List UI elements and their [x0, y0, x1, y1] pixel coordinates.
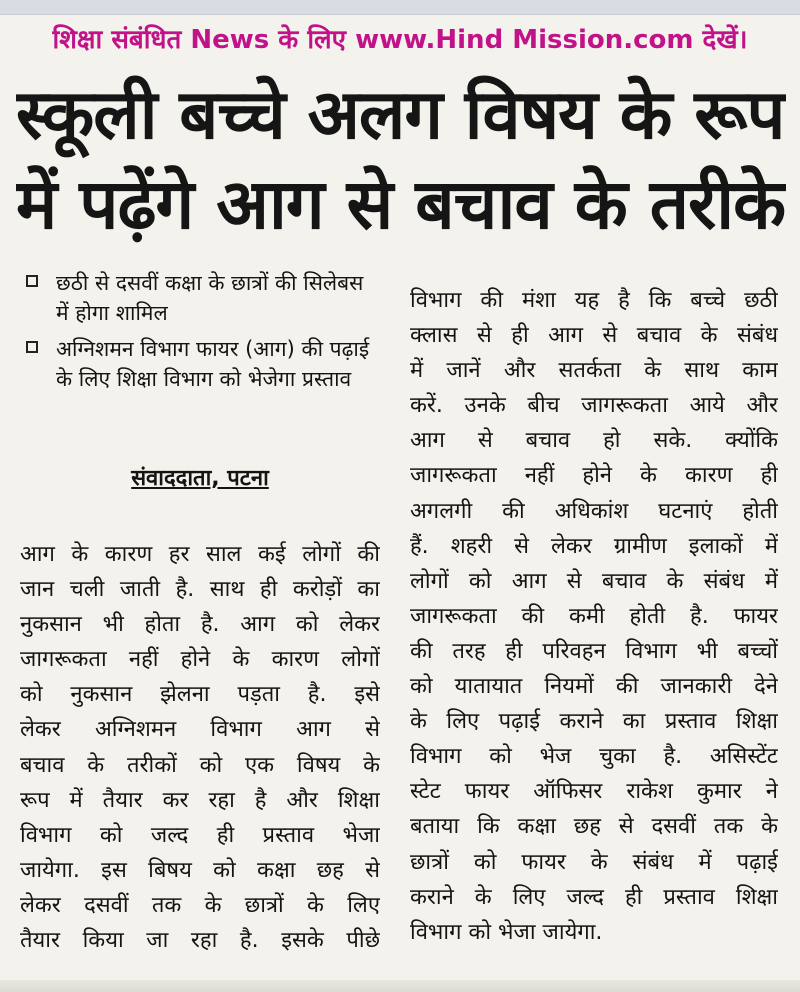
- article-line: को नुकसान झेलना पड़ता है. इसे: [20, 682, 380, 708]
- square-bullet-icon: [26, 275, 38, 287]
- article-column-left: [20, 537, 380, 958]
- article-line: नुकसान भी होता है. आग को लेकर: [20, 612, 380, 638]
- article-line: जान चली जाती है. साथ ही करोड़ों का: [20, 577, 380, 603]
- article-line: के लिए पढ़ाई कराने का प्रस्ताव शिक्षा: [410, 709, 778, 735]
- article-line: छात्रों को फायर के संबंध में पढ़ाई: [410, 849, 778, 875]
- highlight-bullets: [20, 268, 380, 400]
- square-bullet-icon: [26, 341, 38, 353]
- article-line: लेकर अग्निशमन विभाग आग से: [20, 717, 380, 743]
- article-line: की तरह ही परिवहन विभाग भी बच्चों: [410, 638, 778, 664]
- article-line: करें. उनके बीच जागरूकता आये और: [410, 393, 778, 419]
- article-line: लोगों को आग से बचाव के संबंध में: [410, 568, 778, 594]
- bullet-text: छठी से दसवीं कक्षा के छात्रों की सिलेबस में होगा शामिल: [56, 271, 364, 325]
- headline-line-1: स्कूली बच्चे अलग विषय के रूप: [16, 75, 785, 155]
- article-line: विभाग को जल्द ही प्रस्ताव भेजा: [20, 822, 380, 848]
- article-line: स्टेट फायर ऑफिसर राकेश कुमार ने: [410, 779, 778, 805]
- article-line: क्लास से ही आग से बचाव के संबंध: [410, 323, 778, 349]
- bullet-text: अग्निशमन विभाग फायर (आग) की पढ़ाई के लिए शिक्षा विभाग को भेजेगा प्रस्ताव: [56, 337, 370, 391]
- website-banner: शिक्षा संबंधित News के लिए www.Hind Mission.com देखें।: [52, 25, 748, 55]
- article-line: रूप में तैयार कर रहा है और शिक्षा: [20, 787, 380, 813]
- article-line: लेकर दसवीं तक के छात्रों के लिए: [20, 892, 380, 918]
- article-column-right: [410, 283, 778, 950]
- article-line: जागरूकता नहीं होने के कारण लोगों: [20, 647, 380, 673]
- article-line: हैं. शहरी से लेकर ग्रामीण इलाकों में: [410, 533, 778, 559]
- top-strip: [0, 0, 800, 15]
- article-line: अगलगी की अधिकांश घटनाएं होती: [410, 498, 778, 524]
- page-bottom-edge: [0, 980, 800, 992]
- byline: संवाददाता, पटना: [131, 466, 269, 491]
- bullet-item: [20, 268, 380, 328]
- headline: [16, 70, 786, 250]
- article-line: में जानें और सतर्कता के साथ काम: [410, 358, 778, 384]
- article-line: विभाग को भेज चुका है. असिस्टेंट: [410, 744, 778, 770]
- article-line: तैयार किया जा रहा है. इसके पीछे: [20, 928, 380, 954]
- article-line: विभाग की मंशा यह है कि बच्चे छठी: [410, 288, 778, 313]
- article-line: बचाव के तरीकों को एक विषय के: [20, 752, 380, 778]
- article-line: बताया कि कक्षा छह से दसवीं तक के: [410, 814, 778, 840]
- article-line: जागरूकता नहीं होने के कारण ही: [410, 463, 778, 489]
- article-line: को यातायात नियमों की जानकारी देने: [410, 674, 778, 700]
- article-line: आग से बचाव हो सके. क्योंकि: [410, 428, 778, 454]
- headline-line-2: में पढ़ेंगे आग से बचाव के तरीके: [16, 165, 786, 245]
- article-line: आग के कारण हर साल कई लोगों की: [20, 542, 380, 567]
- article-line: जागरूकता की कमी होती है. फायर: [410, 603, 778, 629]
- article-line: विभाग को भेजा जायेगा.: [410, 919, 603, 945]
- article-line: कराने के लिए जल्द ही प्रस्ताव शिक्षा: [410, 884, 778, 910]
- article-line: जायेगा. इस बिषय को कक्षा छह से: [20, 857, 380, 883]
- bullet-item: [20, 334, 380, 394]
